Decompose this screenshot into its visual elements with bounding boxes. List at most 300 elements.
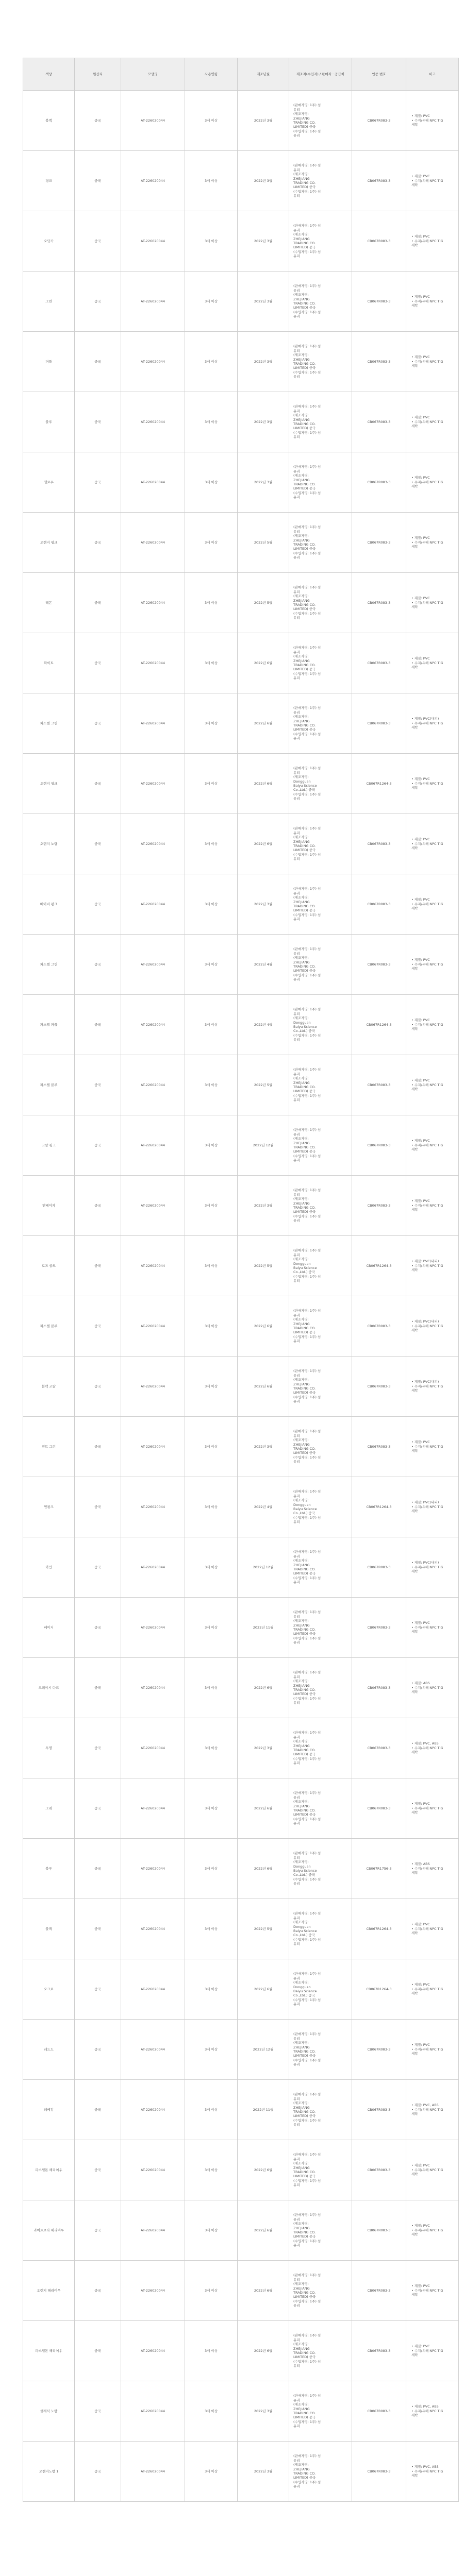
cell-note <box>406 91 459 151</box>
maker-line: ZHEJIANG <box>293 598 310 603</box>
cell-note <box>406 392 459 452</box>
cell-date: 2022년 6월 <box>238 1357 289 1417</box>
cell-maker <box>289 1115 352 1176</box>
cell-maker <box>289 1236 352 1296</box>
maker-line: ZHEJIANG <box>293 719 310 723</box>
cell-model: AT-226020044 <box>121 2080 185 2140</box>
cell-cert: CB067R083-3 <box>352 1778 406 1839</box>
maker-line: LIMITED) 중국 <box>293 1632 316 1636</box>
cell-model: AT-226020044 <box>121 332 185 392</box>
maker-line: 유리 <box>293 2243 300 2248</box>
note-line: • 재질: PVC <box>411 777 430 782</box>
maker-line: 유리 <box>293 375 300 379</box>
maker-line: 유리 <box>293 228 300 232</box>
maker-line: (수입자명: 1주) 섬 <box>293 1395 321 1399</box>
maker-line: 유리 <box>293 1976 300 1980</box>
note-line: • 수지/유해 NPC TIG <box>411 299 443 303</box>
cell-date: 2022년 3월 <box>238 1176 289 1236</box>
maker-line: Baiyu Science <box>293 1266 317 1270</box>
maker-line: 유리 <box>293 2364 300 2368</box>
maker-line: (판매자명: 1주) 섬 <box>293 1851 321 1856</box>
maker-line: (판매자명: 1주) 섬 <box>293 1188 321 1193</box>
maker-line: 유리 <box>293 1252 300 1257</box>
note-line: • 재질: PVC <box>411 2344 430 2349</box>
cell-note <box>406 1477 459 1537</box>
note-line: • 재질: PVC(내피) <box>411 1500 439 1505</box>
maker-line: TRADING CO. <box>293 1386 316 1391</box>
note-line: 세탁 <box>411 2052 418 2056</box>
note-line: • 수지/유해 NPC TIG <box>411 1263 443 1268</box>
maker-line: (수입자명: 1주) 섬 <box>293 792 321 796</box>
note-line: • 수지/유해 NPC TIG <box>411 359 443 364</box>
maker-line: ZHEJIANG <box>293 417 310 422</box>
maker-line: Dongguan <box>293 1864 311 1869</box>
note-line: • 수지/유해 NPC TIG <box>411 600 443 605</box>
maker-line: (제조자명: <box>293 1558 309 1563</box>
maker-line: ZHEJIANG <box>293 1563 310 1567</box>
cell-cert: CB067R1264-3 <box>352 1959 406 2020</box>
table-row <box>23 1959 459 2020</box>
cell-cert: CB067R083-3 <box>352 2261 406 2321</box>
maker-line: 유리 <box>293 1821 300 1826</box>
cell-note <box>406 1839 459 1899</box>
maker-line: LIMITED) 중국 <box>293 1089 316 1094</box>
note-line: • 수지/유해 NPC TIG <box>411 1987 443 1991</box>
note-line: • 수지/유해 NPC TIG <box>411 1444 443 1449</box>
cell-age: 3세 이상 <box>185 513 238 573</box>
header-cert: 인증 번호 <box>352 58 406 91</box>
cell-date: 2022년 4월 <box>238 935 289 995</box>
maker-line: LIMITED) 중국 <box>293 1210 316 1214</box>
maker-line: (판매자명: 1주) 섬 <box>293 1309 321 1313</box>
note-line: 세탁 <box>411 123 418 127</box>
table-row <box>23 1417 459 1477</box>
maker-line: (수입자명: 1주) 섬 <box>293 2299 321 2303</box>
maker-line: 유리 <box>293 2277 300 2282</box>
maker-line: (제조자명: <box>293 473 309 478</box>
note-line: • 재질: PVC <box>411 355 430 360</box>
maker-line: (제조자명: <box>293 2101 309 2106</box>
note-line: • 재질: PVC <box>411 2284 430 2289</box>
note-line: 세탁 <box>411 1871 418 1875</box>
maker-line: (판매자명: 1주) 섬 <box>293 2032 321 2037</box>
note-line: • 수지/유해 NPC TIG <box>411 1082 443 1087</box>
maker-line: 유리 <box>293 1942 300 1946</box>
maker-line: (제조자명: <box>293 2041 309 2045</box>
cell-origin: 중국 <box>75 1537 121 1598</box>
maker-line: ZHEJIANG <box>293 1382 310 1386</box>
table-body <box>23 91 459 2502</box>
header-model: 모델명 <box>121 58 185 91</box>
note-line: • 수지/유해 NPC TIG <box>411 1625 443 1630</box>
cell-origin: 중국 <box>75 2140 121 2200</box>
maker-line: (수입자명: 1주) 섬 <box>293 1274 321 1279</box>
maker-line: Co.,Ltd.) 중국 <box>293 1873 316 1877</box>
maker-line: (제조자명: <box>293 1920 309 1925</box>
table-row <box>23 1778 459 1839</box>
note-line: • 재질: ABS <box>411 1862 430 1867</box>
maker-line: 유리 <box>293 2424 300 2429</box>
maker-line: TRADING CO. <box>293 1628 316 1632</box>
cell-model: AT-226020044 <box>121 754 185 814</box>
maker-line: 유리 <box>293 555 300 560</box>
maker-line: ZHEJIANG <box>293 538 310 543</box>
cell-note <box>406 2321 459 2381</box>
cell-origin: 중국 <box>75 1718 121 1778</box>
maker-line: 유리 <box>293 1494 300 1498</box>
cell-date: 2022년 5월 <box>238 513 289 573</box>
table-row <box>23 332 459 392</box>
cell-note <box>406 1899 459 1959</box>
maker-line: 유리 <box>293 2036 300 2041</box>
cell-age: 3세 이상 <box>185 2200 238 2261</box>
cell-date: 2022년 6월 <box>238 2261 289 2321</box>
note-line: • 재질: PVC <box>411 174 430 179</box>
maker-line: TRADING CO. <box>293 1447 316 1451</box>
maker-line: (수입자명: 1주) 섬 <box>293 490 321 495</box>
cell-cert: CB067R083-3 <box>352 2321 406 2381</box>
cell-color: 파스텔 퍼플 <box>23 995 75 1055</box>
maker-line: TRADING CO. <box>293 2471 316 2476</box>
cell-age: 3세 이상 <box>185 1598 238 1658</box>
maker-line: ZHEJIANG <box>293 2226 310 2230</box>
maker-line: (수입자명: 1주) 섬 <box>293 1937 321 1942</box>
note-line: • 재질: PVC <box>411 1018 430 1023</box>
note-line: 세탁 <box>411 1388 418 1393</box>
cell-age: 3세 이상 <box>185 1959 238 2020</box>
table-row <box>23 1236 459 1296</box>
cell-cert: CB067R083-3 <box>352 1176 406 1236</box>
cell-origin: 중국 <box>75 1959 121 2020</box>
maker-line: (판매자명: 1주) 섬 <box>293 887 321 891</box>
maker-line: 유리 <box>293 314 300 319</box>
cell-model: AT-226020044 <box>121 1296 185 1357</box>
maker-line: TRADING CO. <box>293 2230 316 2234</box>
maker-line: (제조자명: <box>293 534 309 538</box>
cell-note <box>406 754 459 814</box>
maker-line: LIMITED) 중국 <box>293 2114 316 2119</box>
cell-maker <box>289 754 352 814</box>
maker-line: (수입자명: 1주) 섬 <box>293 2058 321 2062</box>
note-line: • 재질: PVC <box>411 1802 430 1806</box>
maker-line: TRADING CO. <box>293 422 316 426</box>
cell-age: 3세 이상 <box>185 693 238 754</box>
note-line: • 재질: PVC <box>411 234 430 239</box>
cell-model: AT-226020044 <box>121 513 185 573</box>
cell-date: 2022년 6월 <box>238 814 289 874</box>
cell-age: 3세 이상 <box>185 1537 238 1598</box>
maker-line: 유리 <box>293 409 300 413</box>
maker-line: Co.,Ltd.) 중국 <box>293 1270 316 1275</box>
note-line: • 재질: PVC(내피) <box>411 1380 439 1384</box>
cell-cert: CB067R083-3 <box>352 1718 406 1778</box>
product-info-table <box>23 58 459 2502</box>
maker-line: LIMITED) 중국 <box>293 1571 316 1576</box>
cell-model: AT-226020044 <box>121 2261 185 2321</box>
maker-line: ZHEJIANG <box>293 900 310 904</box>
cell-color: 오렌지 해리여우 <box>23 2261 75 2321</box>
cell-origin: 중국 <box>75 1236 121 1296</box>
note-line: • 재질: PVC, ABS <box>411 1741 439 1746</box>
cell-color: 레몬 <box>23 573 75 633</box>
cell-age: 3세 이상 <box>185 392 238 452</box>
maker-line: (수입자명: 1주) 섬 <box>293 249 321 254</box>
maker-line: 유리 <box>293 2183 300 2188</box>
maker-line: Baiyu Science <box>293 1929 317 1933</box>
cell-date: 2022년 3월 <box>238 1417 289 1477</box>
cell-cert: CB067R1756-3 <box>352 1839 406 1899</box>
maker-line: (제조자명: <box>293 835 309 840</box>
cell-color: 파스텔 블루 <box>23 1055 75 1115</box>
maker-line: Baiyu Science <box>293 784 317 788</box>
note-line: • 수지/유해 NPC TIG <box>411 660 443 665</box>
maker-line: ZHEJIANG <box>293 1804 310 1808</box>
cell-date: 2022년 6월 <box>238 693 289 754</box>
cell-note <box>406 2261 459 2321</box>
maker-line: ZHEJIANG <box>293 2286 310 2291</box>
cell-origin: 중국 <box>75 151 121 211</box>
note-line: • 수지/유해 NPC TIG <box>411 178 443 183</box>
note-line: • 재질: PVC <box>411 295 430 299</box>
maker-line: (수입자명: 1주) 섬 <box>293 912 321 917</box>
maker-line: LIMITED) 중국 <box>293 426 316 431</box>
maker-line: (수입자명: 1주) 섬 <box>293 2419 321 2424</box>
note-line: • 수지/유해 NPC TIG <box>411 239 443 243</box>
cell-date: 2022년 6월 <box>238 754 289 814</box>
cell-cert: CB067R083-3 <box>352 693 406 754</box>
cell-age: 3세 이상 <box>185 211 238 272</box>
maker-line: 유리 <box>293 1433 300 1438</box>
cell-origin: 중국 <box>75 211 121 272</box>
maker-line: Dongguan <box>293 1924 311 1929</box>
cell-note <box>406 693 459 754</box>
maker-line: (제조자명: <box>293 1076 309 1081</box>
maker-line: 유리 <box>293 435 300 439</box>
cell-maker <box>289 1477 352 1537</box>
cell-date: 2022년 5월 <box>238 1899 289 1959</box>
note-line: 세탁 <box>411 1027 418 1031</box>
maker-line: (수입자명: 1주) 섬 <box>293 611 321 616</box>
cell-origin: 중국 <box>75 1357 121 1417</box>
cell-model: AT-226020044 <box>121 814 185 874</box>
cell-origin: 중국 <box>75 1417 121 1477</box>
cell-maker <box>289 1899 352 1959</box>
header-date: 제조년월 <box>238 58 289 91</box>
maker-line: (수입자명: 1주) 섬 <box>293 1033 321 1038</box>
cell-age: 3세 이상 <box>185 995 238 1055</box>
cell-note <box>406 2200 459 2261</box>
maker-line: (제조자명: <box>293 956 309 960</box>
cell-color: 클래식 노랑 <box>23 2381 75 2442</box>
maker-line: 유리 <box>293 1614 300 1619</box>
cell-age: 3세 이상 <box>185 2020 238 2080</box>
note-line: 세탁 <box>411 364 418 368</box>
maker-line: (제조자명: <box>293 2282 309 2286</box>
note-line: • 수지/유해 NPC TIG <box>411 118 443 123</box>
maker-line: Co.,Ltd.) 중국 <box>293 1933 316 1938</box>
cell-maker <box>289 151 352 211</box>
maker-line: ZHEJIANG <box>293 1141 310 1145</box>
note-line: • 재질: PVC <box>411 958 430 962</box>
cell-origin: 중국 <box>75 1115 121 1176</box>
cell-model: AT-226020044 <box>121 1417 185 1477</box>
note-line: • 수지/유해 NPC TIG <box>411 721 443 725</box>
cell-note <box>406 2140 459 2200</box>
note-line: 세탁 <box>411 1328 418 1333</box>
maker-line: TRADING CO. <box>293 663 316 667</box>
note-line: • 재질: PVC <box>411 656 430 661</box>
cell-origin: 중국 <box>75 1658 121 1718</box>
note-line: 세탁 <box>411 1147 418 1152</box>
cell-model: AT-226020044 <box>121 573 185 633</box>
maker-line: 유리 <box>293 2484 300 2489</box>
maker-line: ZHEJIANG <box>293 1201 310 1206</box>
cell-cert: CB067R083-3 <box>352 332 406 392</box>
note-line: 세탁 <box>411 1810 418 1815</box>
note-line: 세탁 <box>411 424 418 429</box>
table-row <box>23 1055 459 1115</box>
cell-origin: 중국 <box>75 1176 121 1236</box>
maker-line: (판매자명: 1주) 섬 <box>293 1067 321 1072</box>
cell-note <box>406 1115 459 1176</box>
cell-origin: 중국 <box>75 573 121 633</box>
maker-line: 유리 <box>293 1339 300 1344</box>
maker-line: (수입자명: 1주) 섬 <box>293 1334 321 1339</box>
note-line: • 재질: PVC <box>411 476 430 480</box>
cell-date: 2022년 3월 <box>238 2381 289 2442</box>
cell-age: 3세 이상 <box>185 1055 238 1115</box>
cell-model: AT-226020044 <box>121 1839 185 1899</box>
maker-line: 유리 <box>293 2398 300 2402</box>
maker-line: ZHEJIANG <box>293 1743 310 1748</box>
cell-note <box>406 935 459 995</box>
maker-line: 유리 <box>293 1279 300 1283</box>
table-row <box>23 754 459 814</box>
cell-origin: 중국 <box>75 2020 121 2080</box>
maker-line: Co.,Ltd.) 중국 <box>293 788 316 792</box>
cell-model: AT-226020044 <box>121 151 185 211</box>
cell-date: 2022년 3월 <box>238 1718 289 1778</box>
maker-line: (판매자명: 1주) 섬 <box>293 103 321 108</box>
maker-line: (제조자명: <box>293 1800 309 1804</box>
maker-line: LIMITED) 중국 <box>293 2415 316 2420</box>
maker-line: Dongguan <box>293 779 311 784</box>
cell-model: AT-226020044 <box>121 1055 185 1115</box>
maker-line: (판매자명: 1주) 섬 <box>293 1791 321 1795</box>
cell-cert: CB067R083-3 <box>352 1417 406 1477</box>
cell-maker <box>289 573 352 633</box>
cell-maker <box>289 2140 352 2200</box>
cell-date: 2022년 3월 <box>238 2442 289 2502</box>
cell-date: 2022년 4월 <box>238 995 289 1055</box>
cell-age: 3세 이상 <box>185 1176 238 1236</box>
maker-line: LIMITED) 중국 <box>293 1330 316 1335</box>
cell-maker <box>289 633 352 693</box>
cell-model: AT-226020044 <box>121 1115 185 1176</box>
cell-origin: 중국 <box>75 874 121 935</box>
maker-line: 유리 <box>293 167 300 172</box>
cell-maker <box>289 935 352 995</box>
note-line: 세탁 <box>411 786 418 790</box>
maker-line: (제조자명: <box>293 1498 309 1503</box>
cell-model: AT-226020044 <box>121 1537 185 1598</box>
maker-line: TRADING CO. <box>293 964 316 969</box>
cell-maker <box>289 2442 352 2502</box>
maker-line: ZHEJIANG <box>293 357 310 362</box>
maker-line: 유리 <box>293 1132 300 1137</box>
cell-color: 블루 <box>23 392 75 452</box>
cell-date: 2022년 3월 <box>238 272 289 332</box>
cell-model: AT-226020044 <box>121 935 185 995</box>
cell-date: 2022년 3월 <box>238 452 289 513</box>
maker-line: (제조자명: <box>293 1679 309 1684</box>
cell-origin: 중국 <box>75 1778 121 1839</box>
cell-age: 3세 이상 <box>185 272 238 332</box>
note-line: • 수지/유해 NPC TIG <box>411 2167 443 2172</box>
maker-line: LIMITED) 중국 <box>293 1812 316 1817</box>
maker-line: (판매자명: 1주) 섬 <box>293 525 321 530</box>
cell-origin: 중국 <box>75 2381 121 2442</box>
cell-age: 3세 이상 <box>185 1236 238 1296</box>
maker-line: TRADING CO. <box>293 904 316 908</box>
cell-note <box>406 452 459 513</box>
cell-cert: CB067R083-3 <box>352 1598 406 1658</box>
cell-cert: CB067R083-3 <box>352 2020 406 2080</box>
note-line: • 수지/유해 NPC TIG <box>411 1565 443 1569</box>
cell-maker <box>289 693 352 754</box>
maker-line: ZHEJIANG <box>293 2045 310 2049</box>
maker-line: (수입자명: 1주) 섬 <box>293 1154 321 1158</box>
cell-note <box>406 151 459 211</box>
maker-line: TRADING CO. <box>293 362 316 366</box>
cell-age: 3세 이상 <box>185 1839 238 1899</box>
table-row <box>23 573 459 633</box>
cell-maker <box>289 1357 352 1417</box>
cell-age: 3세 이상 <box>185 1778 238 1839</box>
cell-note <box>406 633 459 693</box>
cell-date: 2022년 5월 <box>238 1055 289 1115</box>
cell-maker <box>289 211 352 272</box>
cell-color: 오렌지 노랑 <box>23 814 75 874</box>
maker-line: 유리 <box>293 288 300 293</box>
cell-date: 2022년 11월 <box>238 1598 289 1658</box>
cell-note <box>406 1236 459 1296</box>
maker-line: LIMITED) 중국 <box>293 2234 316 2239</box>
maker-line: (수입자명: 1주) 섬 <box>293 1696 321 1701</box>
maker-line: (판매자명: 1주) 섬 <box>293 1911 321 1916</box>
maker-line: 유리 <box>293 2458 300 2463</box>
cell-date: 2022년 6월 <box>238 2200 289 2261</box>
note-line: • 수지/유해 NPC TIG <box>411 1926 443 1931</box>
note-line: 세탁 <box>411 1690 418 1694</box>
header-maker: 제조자(수입자) / 판매자 · 공급처 <box>289 58 352 91</box>
cell-date: 2022년 5월 <box>238 573 289 633</box>
cell-color: 베이비 핑크 <box>23 874 75 935</box>
table-row <box>23 211 459 272</box>
note-line: • 재질: PVC, ABS <box>411 2465 439 2469</box>
note-line: 세탁 <box>411 1630 418 1634</box>
cell-cert: CB067R083-3 <box>352 1115 406 1176</box>
maker-line: (판매자명: 1주) 섬 <box>293 224 321 228</box>
cell-maker <box>289 1296 352 1357</box>
note-line: • 수지/유해 NPC TIG <box>411 2288 443 2293</box>
maker-line: (판매자명: 1주) 섬 <box>293 2454 321 2459</box>
maker-line: ZHEJIANG <box>293 960 310 964</box>
maker-line: (판매자명: 1주) 섬 <box>293 1731 321 1735</box>
note-line: 세탁 <box>411 2172 418 2177</box>
maker-line: 유리 <box>293 2062 300 2067</box>
maker-line: 유리 <box>293 1011 300 1016</box>
